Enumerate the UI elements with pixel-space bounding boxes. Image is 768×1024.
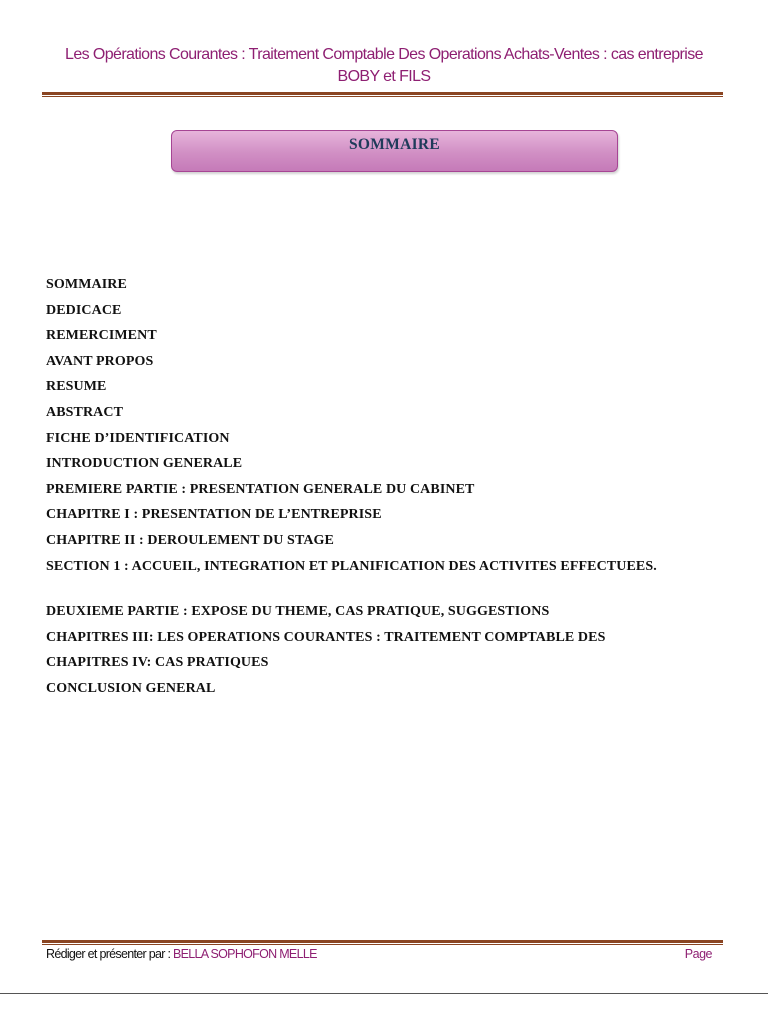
table-of-contents bbox=[46, 276, 746, 706]
footer-credit bbox=[46, 947, 317, 961]
header-title-line1: Les Opérations Courantes : Traitement Comptable Des Operations Achats-Ventes : cas entreprise bbox=[65, 46, 703, 63]
toc-item: AVANT PROPOS bbox=[46, 353, 154, 369]
footer-page-label: Page bbox=[684, 947, 712, 961]
toc-item: SOMMAIRE bbox=[46, 277, 127, 292]
sommaire-title-box bbox=[171, 130, 618, 172]
footer-author: BELLA SOPHOFON MELLE bbox=[173, 947, 317, 961]
toc-item: INTRODUCTION GENERALE bbox=[46, 456, 243, 472]
toc-item: CHAPITRES III: LES OPERATIONS COURANTES : TRAITEMENT COMPTABLE DES bbox=[46, 629, 606, 645]
toc-item: REMERCIMENT bbox=[46, 328, 157, 344]
header-title-line2: BOBY et FILS bbox=[337, 68, 431, 85]
sommaire-title: SOMMAIRE bbox=[348, 136, 441, 153]
toc-item: SECTION 1 : ACCUEIL, INTEGRATION ET PLANIFICATION DES ACTIVITES EFFECTUEES. bbox=[46, 558, 657, 574]
page-bottom-border bbox=[0, 993, 768, 994]
toc-item: CONCLUSION GENERAL bbox=[46, 680, 216, 696]
toc-item: DEUXIEME PARTIE : EXPOSE DU THEME, CAS PRATIQUE, SUGGESTIONS bbox=[46, 604, 550, 620]
footer-prefix: Rédiger et présenter par : bbox=[46, 947, 174, 961]
header-divider bbox=[42, 92, 723, 97]
toc-item: CHAPITRE II : DEROULEMENT DU STAGE bbox=[46, 532, 334, 548]
toc-item: CHAPITRE I : PRESENTATION DE L’ENTREPRISE bbox=[46, 507, 382, 523]
footer-divider bbox=[42, 940, 723, 945]
toc-gap bbox=[46, 583, 746, 603]
toc-item: FICHE D’IDENTIFICATION bbox=[46, 430, 230, 446]
toc-item: CHAPITRES IV: CAS PRATIQUES bbox=[46, 655, 269, 671]
toc-item: DEDICACE bbox=[46, 302, 122, 318]
page-header bbox=[42, 44, 726, 88]
toc-item: RESUME bbox=[46, 379, 107, 395]
toc-item: ABSTRACT bbox=[46, 404, 124, 420]
toc-item: PREMIERE PARTIE : PRESENTATION GENERALE DU CABINET bbox=[46, 481, 475, 497]
